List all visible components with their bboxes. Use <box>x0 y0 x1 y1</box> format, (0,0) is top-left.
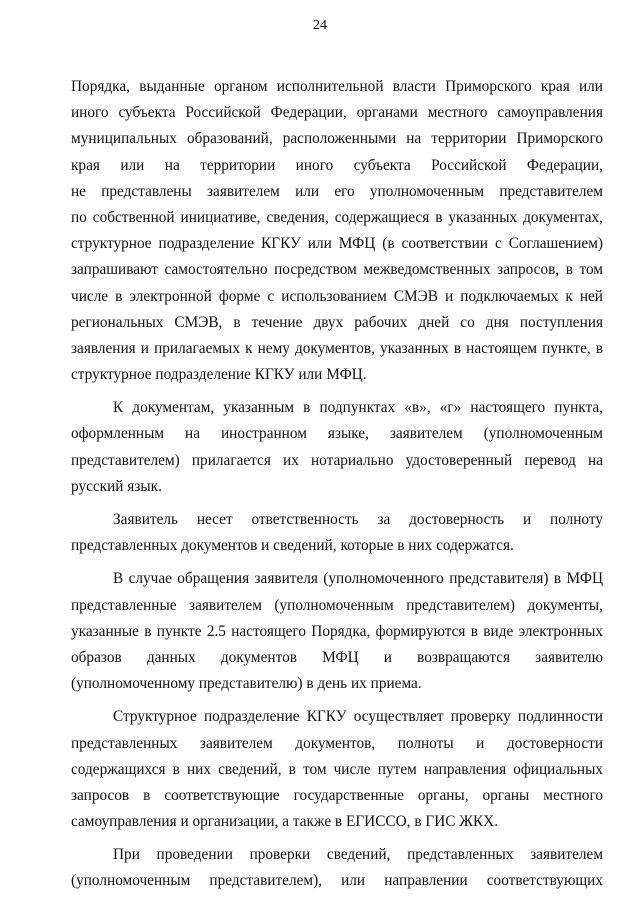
text-line: образов данных документов МФЦ и возвращаются заявителю <box>71 648 603 666</box>
text-line: края или на территории иного субъекта Российской Федерации, <box>71 156 603 174</box>
text-line: русский язык. <box>71 477 162 495</box>
paragraph-spacer <box>71 500 603 507</box>
text-line: иного субъекта Российской Федерации, органами местного самоуправления <box>71 104 603 122</box>
text-line: В случае обращения заявителя (уполномоченного представителя) в МФЦ <box>113 570 603 588</box>
paragraph-continuation <box>71 74 603 388</box>
paragraph <box>71 566 603 697</box>
paragraph <box>71 507 603 559</box>
text-line: Заявитель несет ответственность за достоверность и полноту <box>113 511 603 528</box>
paragraph-spacer <box>71 388 603 395</box>
paragraph <box>71 842 603 894</box>
text-line: Структурное подразделение КГКУ осуществляет проверку подлинности <box>113 708 603 726</box>
text-line: числе в электронной форме с использованием СМЭВ и подключаемых к ней <box>71 287 603 305</box>
text-line: представленных заявителем документов, полноты и достоверности <box>71 734 603 752</box>
document-body <box>71 74 603 895</box>
text-line: указанные в пункте 2.5 настоящего Порядка, формируются в виде электронных <box>71 622 603 640</box>
text-line: муниципальных образований, расположенными на территории Приморского <box>71 130 603 148</box>
paragraph <box>71 704 603 835</box>
text-line: запрашивают самостоятельно посредством межведомственных запросов, в том <box>71 261 603 279</box>
text-line: представителем) прилагается их нотариально удостоверенный перевод на <box>71 451 603 469</box>
text-line: представленных документов и сведений, которые в них содержатся. <box>71 537 514 555</box>
text-line: К документам, указанным в подпунктах «в», «г» настоящего пункта, <box>113 399 603 417</box>
text-line: по собственной инициативе, сведения, содержащиеся в указанных документах, <box>71 208 603 226</box>
paragraph-spacer <box>71 835 603 842</box>
text-line: заявления и прилагаемых к нему документов, указанных в настоящем пункте, в <box>71 339 603 357</box>
text-line: запросов в соответствующие государственные органы, органы местного <box>71 786 603 804</box>
text-line: структурное подразделение КГКУ или МФЦ. <box>71 366 367 384</box>
page-number: 24 <box>313 18 327 33</box>
text-line: оформленным на иностранном языке, заявителем (уполномоченным <box>71 425 603 443</box>
paragraph <box>71 395 603 500</box>
text-line: представленные заявителем (уполномоченным представителем) документы, <box>71 596 603 614</box>
text-line: не представлены заявителем или его уполномоченным представителем <box>71 182 603 200</box>
text-line: структурное подразделение КГКУ или МФЦ (в соответствии с Соглашением) <box>71 235 603 253</box>
text-line: (уполномоченным представителем), или направлении соответствующих <box>71 872 603 890</box>
text-line: самоуправления и организации, а также в ЕГИССО, в ГИС ЖКХ. <box>71 813 499 831</box>
paragraph-spacer <box>71 697 603 704</box>
text-line: Порядка, выданные органом исполнительной власти Приморского края или <box>71 78 603 95</box>
text-line: (уполномоченному представителю) в день их приема. <box>71 675 422 693</box>
text-line: содержащихся в них сведений, в том числе путем направления официальных <box>71 760 603 778</box>
text-line: При проведении проверки сведений, представленных заявителем <box>113 846 603 864</box>
paragraph-spacer <box>71 559 603 566</box>
text-line: региональных СМЭВ, в течение двух рабочих дней со дня поступления <box>71 313 603 331</box>
